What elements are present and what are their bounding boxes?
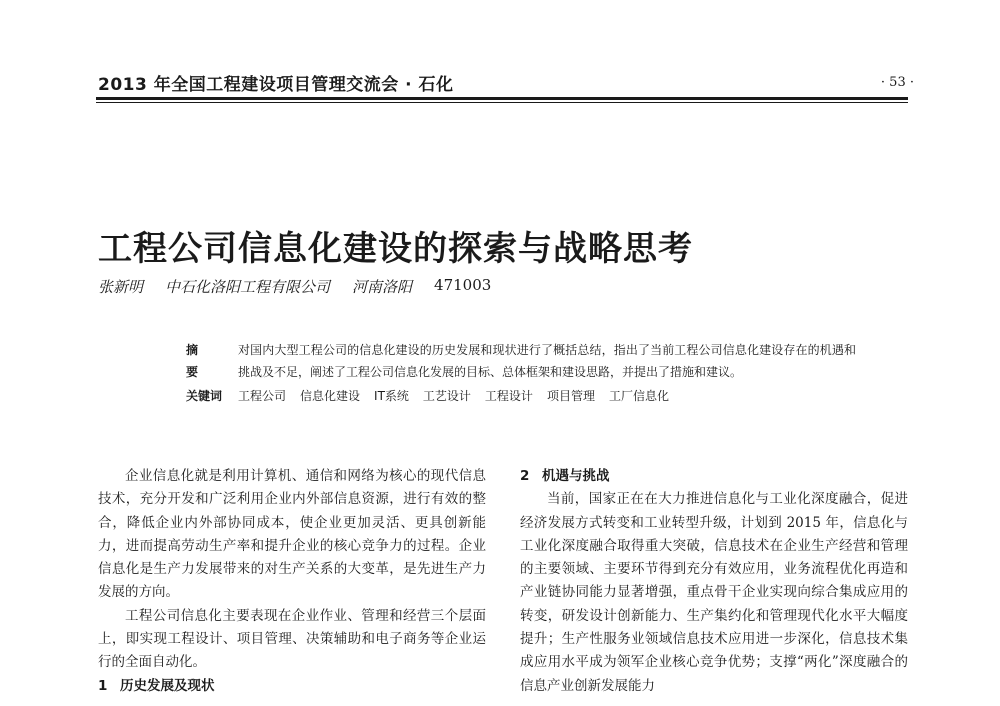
author-byline	[98, 276, 491, 297]
body-paragraph: 工程公司信息化主要表现在企业作业、管理和经营三个层面上，即实现工程设计、项目管理、决策辅助和电子商务等企业运行的全面自动化。	[98, 607, 486, 671]
keywords-row	[186, 385, 856, 407]
keyword-item: 项目管理	[546, 389, 595, 403]
section-number: 2	[520, 468, 530, 484]
body-column-right	[520, 465, 908, 698]
keyword-item: 信息化建设	[300, 389, 361, 403]
section-title: 历史发展及现状	[120, 677, 215, 694]
abstract-text: 对国内大型工程公司的信息化建设的历史发展和现状进行了概括总结，指出了当前工程公司信息化建设存在的机遇和挑战及不足，阐述了工程公司信息化发展的目标、总体框架和建设思路，并提出了措施和建议。	[238, 343, 856, 379]
keyword-item: 工程公司	[238, 389, 287, 403]
keyword-item: 工艺设计	[422, 389, 471, 403]
header-rule-thin	[96, 102, 908, 103]
keyword-item: 工程设计	[484, 389, 533, 403]
abstract-label: 摘 要	[186, 343, 223, 379]
author-postcode: 471003	[434, 276, 492, 294]
keyword-item: 工厂信息化	[608, 389, 669, 403]
keywords-list	[238, 385, 669, 407]
author-location: 河南洛阳	[352, 278, 413, 296]
keyword-item: IT系统	[374, 389, 409, 403]
author-affiliation: 中石化洛阳工程有限公司	[165, 278, 331, 296]
body-paragraph: 企业信息化就是利用计算机、通信和网络为核心的现代信息技术，充分开发和广泛利用企业内外部信息资源，进行有效的整合，降低企业内外部协同成本，使企业更加灵活、更具创新能力，进而提高劳动生产率和提升企业的核心竞争力的过程。企业信息化是生产力发展带来的对生产关系的大变革，是先进生产力发展的方向。	[98, 468, 486, 601]
section-heading	[98, 675, 486, 698]
header-rule-thick	[96, 97, 908, 100]
page-number: · 53 ·	[880, 75, 914, 90]
section-title: 机遇与挑战	[542, 468, 610, 484]
author-name: 张新明	[98, 278, 144, 296]
abstract-row	[186, 339, 856, 383]
section-heading	[520, 465, 908, 488]
section-number: 1	[98, 677, 108, 694]
body-column-left	[98, 465, 486, 698]
body-paragraph: 当前，国家正在在大力推进信息化与工业化深度融合，促进经济发展方式转变和工业转型升级，计划到 2015 年，信息化与工业化深度融合取得重大突破，信息技术在企业生产经营和管理的主要领域、主要环节得到充分有效应用，业务流程优化再造和产业链协同能力显著增强，重点骨干企业实现向综合集成应用的转变，研发设计创新能力、生产集约化和管理现代化水平大幅度提升；生产性服务业领域信息技术应用进一步深化，信息技术集成应用水平成为领军企业核心竞争优势；支撑“两化”深度融合的信息产业创新发展能力	[520, 491, 908, 694]
article-title: 工程公司信息化建设的探索与战略思考	[98, 228, 693, 269]
running-header-title: 2013 年全国工程建设项目管理交流会 · 石化	[98, 75, 454, 95]
keywords-label: 关键词	[186, 389, 223, 403]
abstract-block	[186, 339, 856, 407]
